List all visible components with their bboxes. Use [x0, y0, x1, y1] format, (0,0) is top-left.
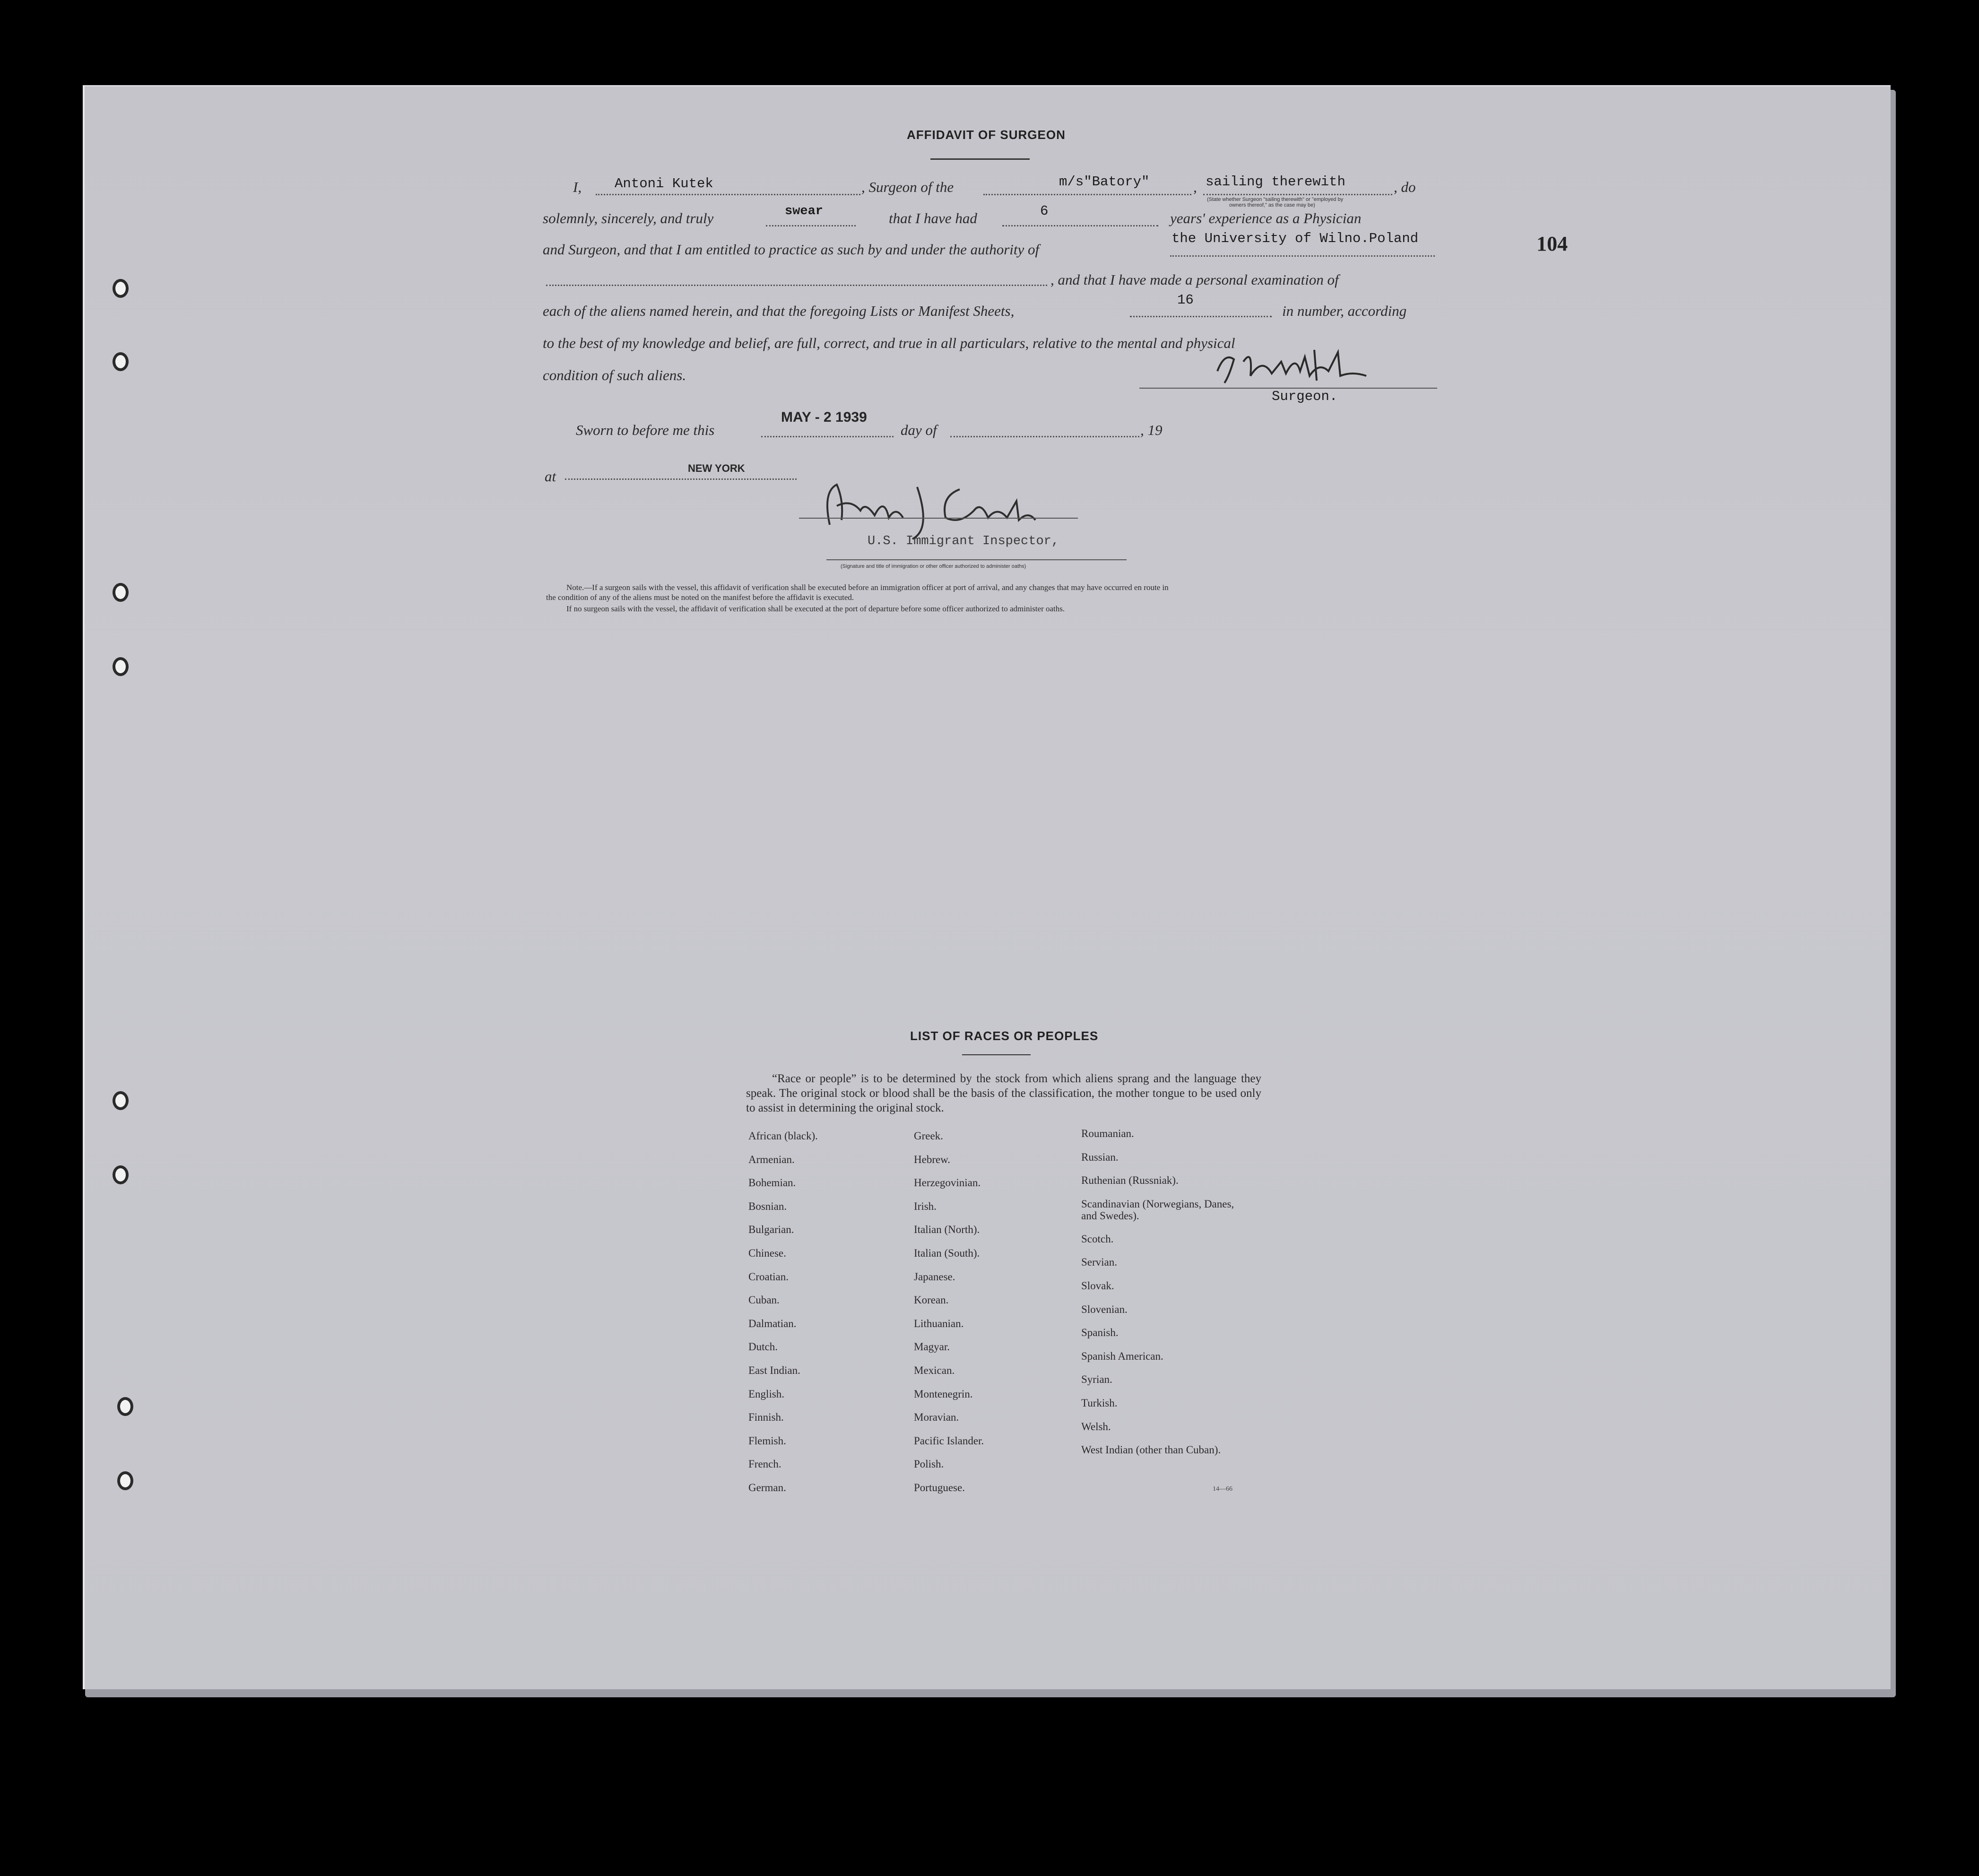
- surgeon-signature: [1210, 343, 1428, 390]
- at-label: at: [545, 468, 556, 485]
- note-line-2: the condition of any of the aliens must be noted on the manifest before the affidavit is executed.: [546, 593, 854, 602]
- sworn-date-blank: [761, 436, 894, 437]
- races-column-1: [748, 1130, 900, 1505]
- race-item: Russian.: [1081, 1151, 1119, 1163]
- vessel-blank: [983, 194, 1191, 195]
- surgeon-caption: Surgeon.: [1272, 389, 1338, 404]
- race-item: Syrian.: [1081, 1373, 1112, 1386]
- authority-continuation-blank: [546, 285, 1047, 286]
- manifest-sheet-count: 16: [1177, 292, 1194, 308]
- races-intro: “Race or people” is to be determined by the stock from which aliens sprang and the language they speak. The original stock or blood shall be the basis of the classification, the mother tongue to be used only to assist in determining the original stock.: [746, 1072, 1261, 1114]
- affidavit-line-2-prefix: solemnly, sincerely, and truly: [543, 210, 714, 226]
- inspector-signature-line: [799, 518, 1078, 519]
- race-item: Scandinavian (Norwegians, Danes, and Swedes).: [1081, 1198, 1234, 1222]
- title-underline: [930, 158, 1030, 160]
- race-item: Servian.: [1081, 1256, 1118, 1268]
- vessel-comma: ,: [1193, 179, 1197, 195]
- races-column-2: [914, 1130, 1065, 1505]
- binder-hole-icon: [113, 352, 129, 371]
- inspector-title: U.S. Immigrant Inspector,: [868, 534, 1059, 548]
- affidavit-line-4: , and that I have made a personal examination of: [1050, 271, 1339, 288]
- affidavit-line-3: and Surgeon, and that I am entitled to practice as such by and under the authority of: [543, 241, 1040, 258]
- race-item: Hebrew.: [914, 1153, 951, 1165]
- race-item: Portuguese.: [914, 1481, 965, 1494]
- race-item: Chinese.: [748, 1247, 786, 1259]
- race-item: Bulgarian.: [748, 1224, 794, 1236]
- race-item: Dalmatian.: [748, 1317, 797, 1329]
- inspector-caption: (Signature and title of immigration or other officer authorized to administer oaths): [841, 564, 1026, 569]
- race-item: East Indian.: [748, 1364, 800, 1376]
- surgeon-of-label: , Surgeon of the: [861, 179, 954, 195]
- race-item: Scotch.: [1081, 1233, 1114, 1245]
- race-item: Greek.: [914, 1130, 943, 1142]
- inspector-title-line: [826, 559, 1127, 560]
- race-item: Roumanian.: [1081, 1128, 1134, 1139]
- affidavit-title: AFFIDAVIT OF SURGEON: [907, 128, 1066, 142]
- race-item: Polish.: [914, 1458, 944, 1470]
- experience-label: that I have had: [889, 210, 977, 226]
- binder-hole-icon: [117, 1471, 133, 1490]
- note-line-3: If no surgeon sails with the vessel, the affidavit of verification shall be executed at the port of departure before some officer authorized to administer oaths.: [566, 604, 1065, 613]
- race-item: Japanese.: [914, 1270, 955, 1283]
- race-item: Ruthenian (Russniak).: [1081, 1174, 1179, 1187]
- race-item: Montenegrin.: [914, 1388, 973, 1400]
- place-blank: [565, 478, 797, 480]
- races-title-underline: [962, 1054, 1031, 1055]
- binder-hole-icon: [117, 1397, 133, 1416]
- race-item: German.: [748, 1481, 786, 1494]
- role-blank: [1203, 194, 1392, 195]
- race-item: Magyar.: [914, 1341, 950, 1353]
- page-number: 104: [1536, 232, 1568, 255]
- race-item: English.: [748, 1388, 785, 1400]
- oath-blank: [766, 225, 856, 226]
- affidavit-line-6: to the best of my knowledge and belief, are full, correct, and true in all particulars, relative to the mental and physical: [543, 335, 1235, 351]
- note-line-1: Note.—If a surgeon sails with the vessel, this affidavit of verification shall be executed before an immigration officer at port of arrival, and any changes that may have occurred en route in: [566, 583, 1169, 592]
- races-column-3: [1081, 1128, 1251, 1468]
- sworn-place-stamp: NEW YORK: [688, 462, 745, 474]
- sheets-blank: [1130, 316, 1272, 317]
- race-item: Korean.: [914, 1294, 949, 1306]
- race-item: Spanish American.: [1081, 1350, 1163, 1362]
- affidavit-line-5-suffix: in number, according: [1282, 303, 1407, 319]
- race-item: Moravian.: [914, 1411, 959, 1424]
- year-prefix: , 19: [1140, 422, 1163, 438]
- binder-hole-icon: [113, 279, 129, 298]
- race-item: Irish.: [914, 1200, 937, 1212]
- race-item: Italian (North).: [914, 1224, 980, 1236]
- month-blank: [950, 436, 1139, 437]
- inspector-signature: [818, 473, 1064, 544]
- race-item: West Indian (other than Cuban).: [1081, 1444, 1221, 1456]
- race-item: French.: [748, 1458, 781, 1470]
- sworn-date-stamp: MAY - 2 1939: [781, 409, 867, 425]
- affidavit-line-5-prefix: each of the aliens named herein, and that the foregoing Lists or Manifest Sheets,: [543, 303, 1015, 319]
- race-item: Pacific Islander.: [914, 1434, 984, 1447]
- surgeon-name: Antoni Kutek: [615, 176, 713, 191]
- binder-hole-icon: [113, 1091, 129, 1110]
- role-instruction-1: (State whether Surgeon "sailing therewith" or "employed by: [1207, 197, 1344, 202]
- race-item: Armenian.: [748, 1153, 795, 1165]
- race-item: Mexican.: [914, 1364, 955, 1376]
- race-item: Bosnian.: [748, 1200, 787, 1212]
- sworn-label: Sworn to before me this: [576, 422, 715, 438]
- races-title: LIST OF RACES OR PEOPLES: [910, 1029, 1099, 1043]
- years-experience: 6: [1040, 203, 1049, 219]
- vessel-name: m/s"Batory": [1059, 174, 1150, 190]
- role-instruction-2: owners thereof," as the case may be): [1229, 202, 1315, 208]
- surgeon-name-blank: [596, 194, 860, 195]
- race-item: Herzegovinian.: [914, 1177, 981, 1189]
- binder-hole-icon: [113, 657, 129, 676]
- race-item: Slovenian.: [1081, 1303, 1128, 1315]
- race-item: Spanish.: [1081, 1327, 1119, 1339]
- affidavit-line-7: condition of such aliens.: [543, 367, 686, 383]
- race-item: Bohemian.: [748, 1177, 796, 1189]
- binder-hole-icon: [113, 583, 129, 602]
- race-item: Italian (South).: [914, 1247, 980, 1259]
- affidavit-line-1-prefix: I,: [573, 179, 582, 195]
- race-item: Croatian.: [748, 1270, 789, 1283]
- authority-blank: [1170, 255, 1435, 257]
- race-item: Welsh.: [1081, 1420, 1111, 1433]
- form-code: 14—66: [1213, 1485, 1233, 1493]
- race-item: African (black).: [748, 1130, 818, 1142]
- oath-word: swear: [785, 204, 824, 218]
- race-item: Slovak.: [1081, 1279, 1114, 1292]
- race-item: Cuban.: [748, 1294, 780, 1306]
- licensing-authority: the University of Wilno.Poland: [1172, 231, 1419, 246]
- race-item: Lithuanian.: [914, 1317, 964, 1329]
- day-of-label: day of: [901, 422, 937, 438]
- years-blank: [1002, 225, 1158, 226]
- race-item: Dutch.: [748, 1341, 778, 1353]
- race-item: Flemish.: [748, 1434, 786, 1447]
- do-label: , do: [1394, 179, 1416, 195]
- race-item: Finnish.: [748, 1411, 784, 1424]
- race-item: Turkish.: [1081, 1397, 1118, 1409]
- binder-hole-icon: [113, 1165, 129, 1184]
- surgeon-role: sailing therewith: [1206, 174, 1345, 190]
- experience-suffix: years' experience as a Physician: [1170, 210, 1362, 226]
